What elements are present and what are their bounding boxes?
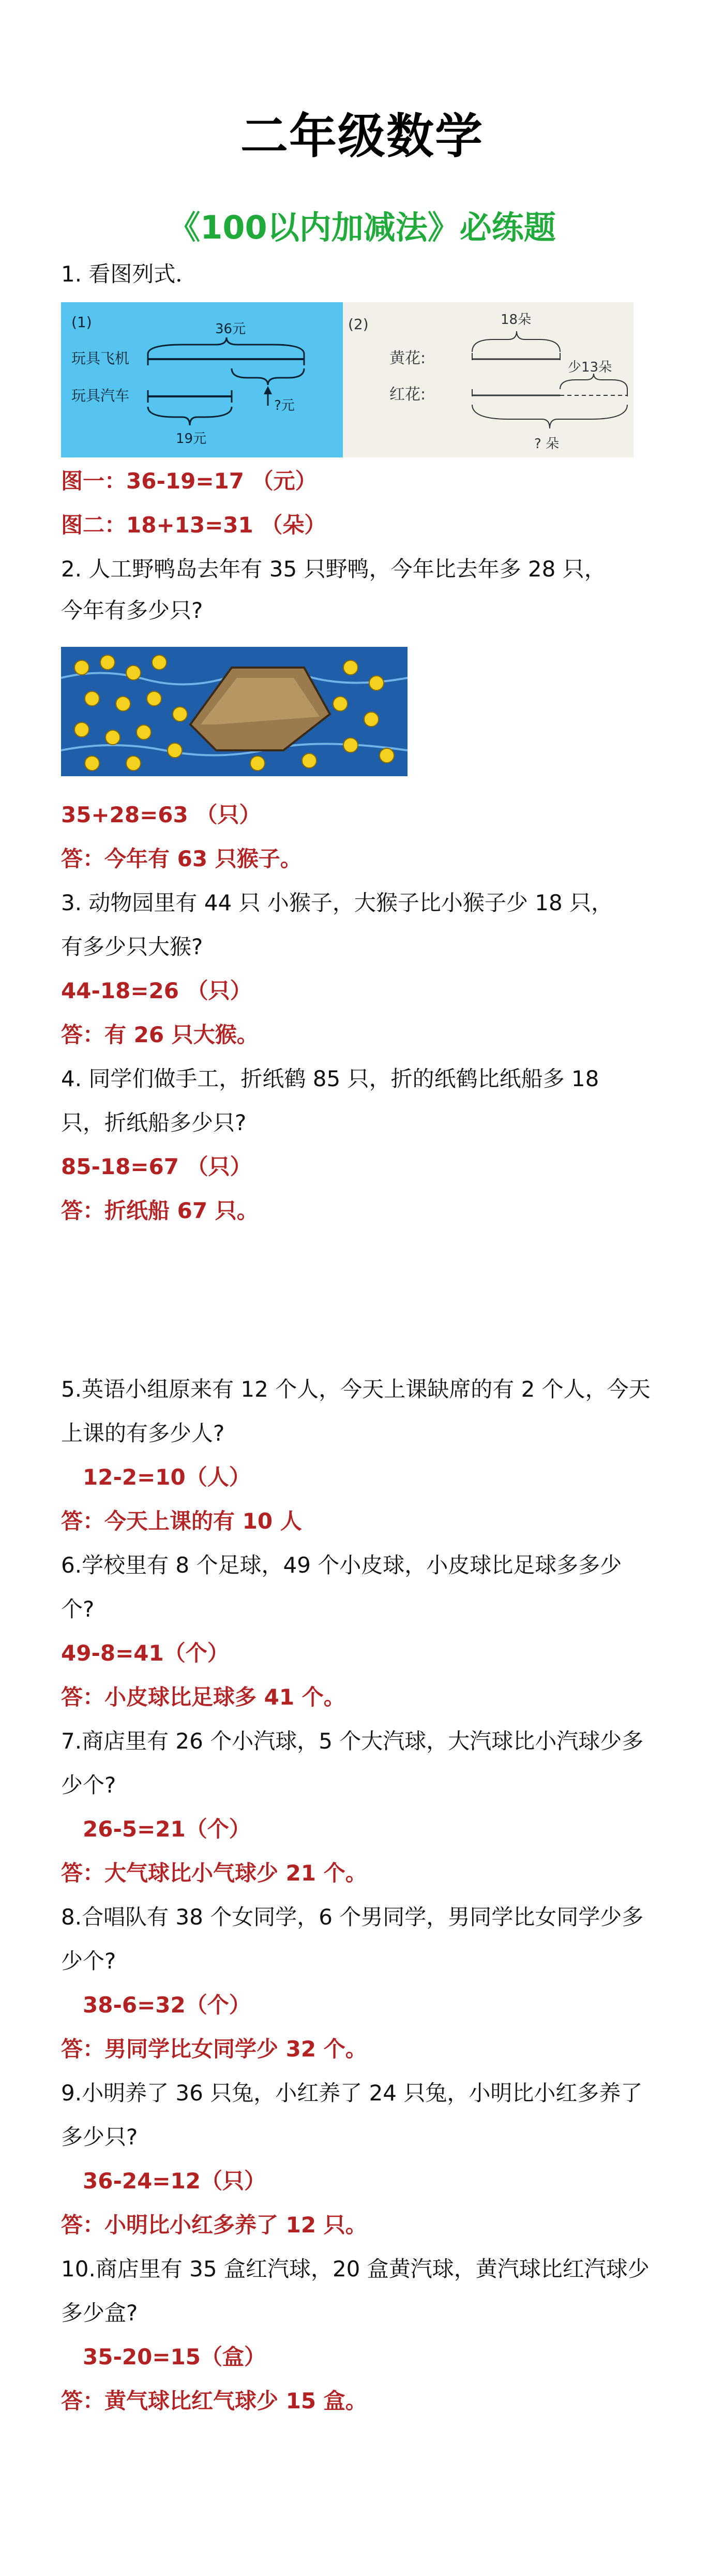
answer-9-equation: 36-24=12（只） — [83, 2168, 266, 2194]
answer-1-part-2: 图二：18+13=31 （朵） — [61, 512, 326, 538]
question-3-line-2: 有多少只大猴? — [61, 934, 203, 959]
figure-2-top-brace — [472, 331, 560, 352]
figure-1-top-brace — [148, 337, 304, 354]
duck — [168, 743, 182, 758]
answer-8-statement: 答：男同学比女同学少 32 个。 — [61, 2036, 367, 2062]
figure-2-top-value: 18朵 — [501, 312, 532, 328]
duck — [100, 655, 115, 670]
duck — [369, 676, 384, 690]
duck — [343, 660, 358, 675]
figure-1-arrow-head — [264, 386, 272, 394]
question-4-line-2: 只，折纸船多少只? — [61, 1110, 247, 1135]
question-9-line-1: 9.小明养了 36 只兔，小红养了 24 只兔，小明比小红多养了 — [61, 2080, 643, 2106]
duck — [74, 722, 89, 737]
question-2-line-1: 2. 人工野鸭岛去年有 35 只野鸭，今年比去年多 28 只， — [61, 556, 606, 582]
duck — [74, 660, 89, 675]
question-6-line-2: 个? — [61, 1596, 95, 1622]
answer-10-equation: 35-20=15（盒） — [83, 2344, 266, 2370]
duck — [105, 730, 120, 745]
answer-3-statement: 答：有 26 只大猴。 — [61, 1022, 259, 1047]
answer-2-equation: 35+28=63 （只） — [61, 802, 261, 827]
duck — [302, 753, 316, 768]
page-title: 二年级数学 — [240, 109, 484, 164]
question-2-line-2: 今年有多少只? — [61, 598, 203, 623]
duck — [364, 712, 379, 727]
duck — [343, 738, 358, 752]
figure-1-row2-label: 玩具汽车 — [71, 387, 130, 404]
figure-2-diff-brace — [560, 374, 627, 389]
duck — [173, 707, 187, 721]
answer-2-statement: 答：今年有 63 只猴子。 — [61, 846, 302, 871]
question-7-line-2: 少个? — [61, 1772, 116, 1798]
figure-2-diff-value: 少13朵 — [568, 360, 612, 375]
answer-3-equation: 44-18=26 （只） — [61, 978, 252, 1003]
answer-4-equation: 85-18=67 （只） — [61, 1154, 252, 1179]
answer-5-equation: 12-2=10（人） — [83, 1464, 251, 1490]
answer-8-equation: 38-6=32（个） — [83, 1992, 251, 2018]
figure-1-row1-label: 玩具飞机 — [71, 350, 130, 367]
answer-9-statement: 答：小明比小红多养了 12 只。 — [61, 2212, 367, 2238]
figure-2-unknown: ? 朵 — [534, 436, 560, 452]
duck — [116, 697, 130, 711]
figure-1-diagram — [61, 302, 343, 457]
question-7-line-1: 7.商店里有 26 个小汽球，5 个大汽球，大汽球比小汽球少多 — [61, 1728, 644, 1754]
question-3-line-1: 3. 动物园里有 44 只 小猴子，大猴子比小猴子少 18 只， — [61, 890, 613, 915]
question-6-line-1: 6.学校里有 8 个足球，49 个小皮球，小皮球比足球多多少 — [61, 1552, 622, 1578]
figure-1-tag: (1) — [71, 314, 92, 331]
duck — [152, 655, 167, 670]
duck — [85, 756, 99, 771]
duck — [333, 697, 348, 711]
page-subtitle: 《100以内加减法》必练题 — [168, 209, 556, 246]
duck — [85, 691, 99, 706]
answer-7-statement: 答：大气球比小气球少 21 个。 — [61, 1860, 367, 1886]
duck — [126, 756, 141, 771]
figure-2-row2-label: 红花: — [389, 386, 426, 404]
figure-2-tag: (2) — [348, 316, 369, 333]
duck — [380, 748, 394, 763]
answer-10-statement: 答：黄气球比红气球少 15 盒。 — [61, 2388, 367, 2414]
duck — [137, 725, 151, 739]
duck — [250, 756, 265, 771]
answer-6-equation: 49-8=41（个） — [61, 1640, 229, 1666]
answer-6-statement: 答：小皮球比足球多 41 个。 — [61, 1684, 345, 1710]
figure-1-bottom-value: 19元 — [176, 431, 207, 447]
figure-2-row1-label: 黄花: — [389, 349, 426, 367]
question-8-line-1: 8.合唱队有 38 个女同学，6 个男同学，男同学比女同学少多 — [61, 1904, 644, 1930]
answer-5-statement: 答：今天上课的有 10 人 — [61, 1508, 302, 1534]
duck — [147, 691, 161, 706]
answer-7-equation: 26-5=21（个） — [83, 1816, 251, 1842]
figure-1-unknown: ?元 — [274, 398, 295, 413]
figure-1-svg — [61, 302, 343, 457]
question-10-line-2: 多少盒? — [61, 2300, 138, 2326]
question-8-line-2: 少个? — [61, 1948, 116, 1974]
figure-2-bottom-brace — [472, 405, 627, 428]
question-5-line-2: 上课的有多少人? — [61, 1420, 225, 1446]
answer-4-statement: 答：折纸船 67 只。 — [61, 1198, 259, 1223]
question-9-line-2: 多少只? — [61, 2124, 138, 2150]
ducks-svg — [61, 647, 408, 776]
ducks-illustration — [61, 647, 408, 776]
answer-1-part-1: 图一：36-19=17 （元） — [61, 468, 317, 494]
figure-2-svg — [343, 302, 634, 457]
figure-1-diff-brace — [232, 368, 304, 385]
question-10-line-1: 10.商店里有 35 盒红汽球，20 盒黄汽球，黄汽球比红汽球少 — [61, 2256, 650, 2282]
figure-1-bottom-brace — [148, 407, 232, 425]
duck — [126, 665, 141, 680]
question-5-line-1: 5.英语小组原来有 12 个人，今天上课缺席的有 2 个人，今天 — [61, 1376, 651, 1402]
figure-1-top-value: 36元 — [215, 321, 246, 337]
question-1: 1. 看图列式． — [61, 261, 198, 287]
question-4-line-1: 4. 同学们做手工，折纸鹤 85 只，折的纸鹤比纸船多 18 — [61, 1066, 599, 1091]
figure-2-diagram — [343, 302, 634, 457]
